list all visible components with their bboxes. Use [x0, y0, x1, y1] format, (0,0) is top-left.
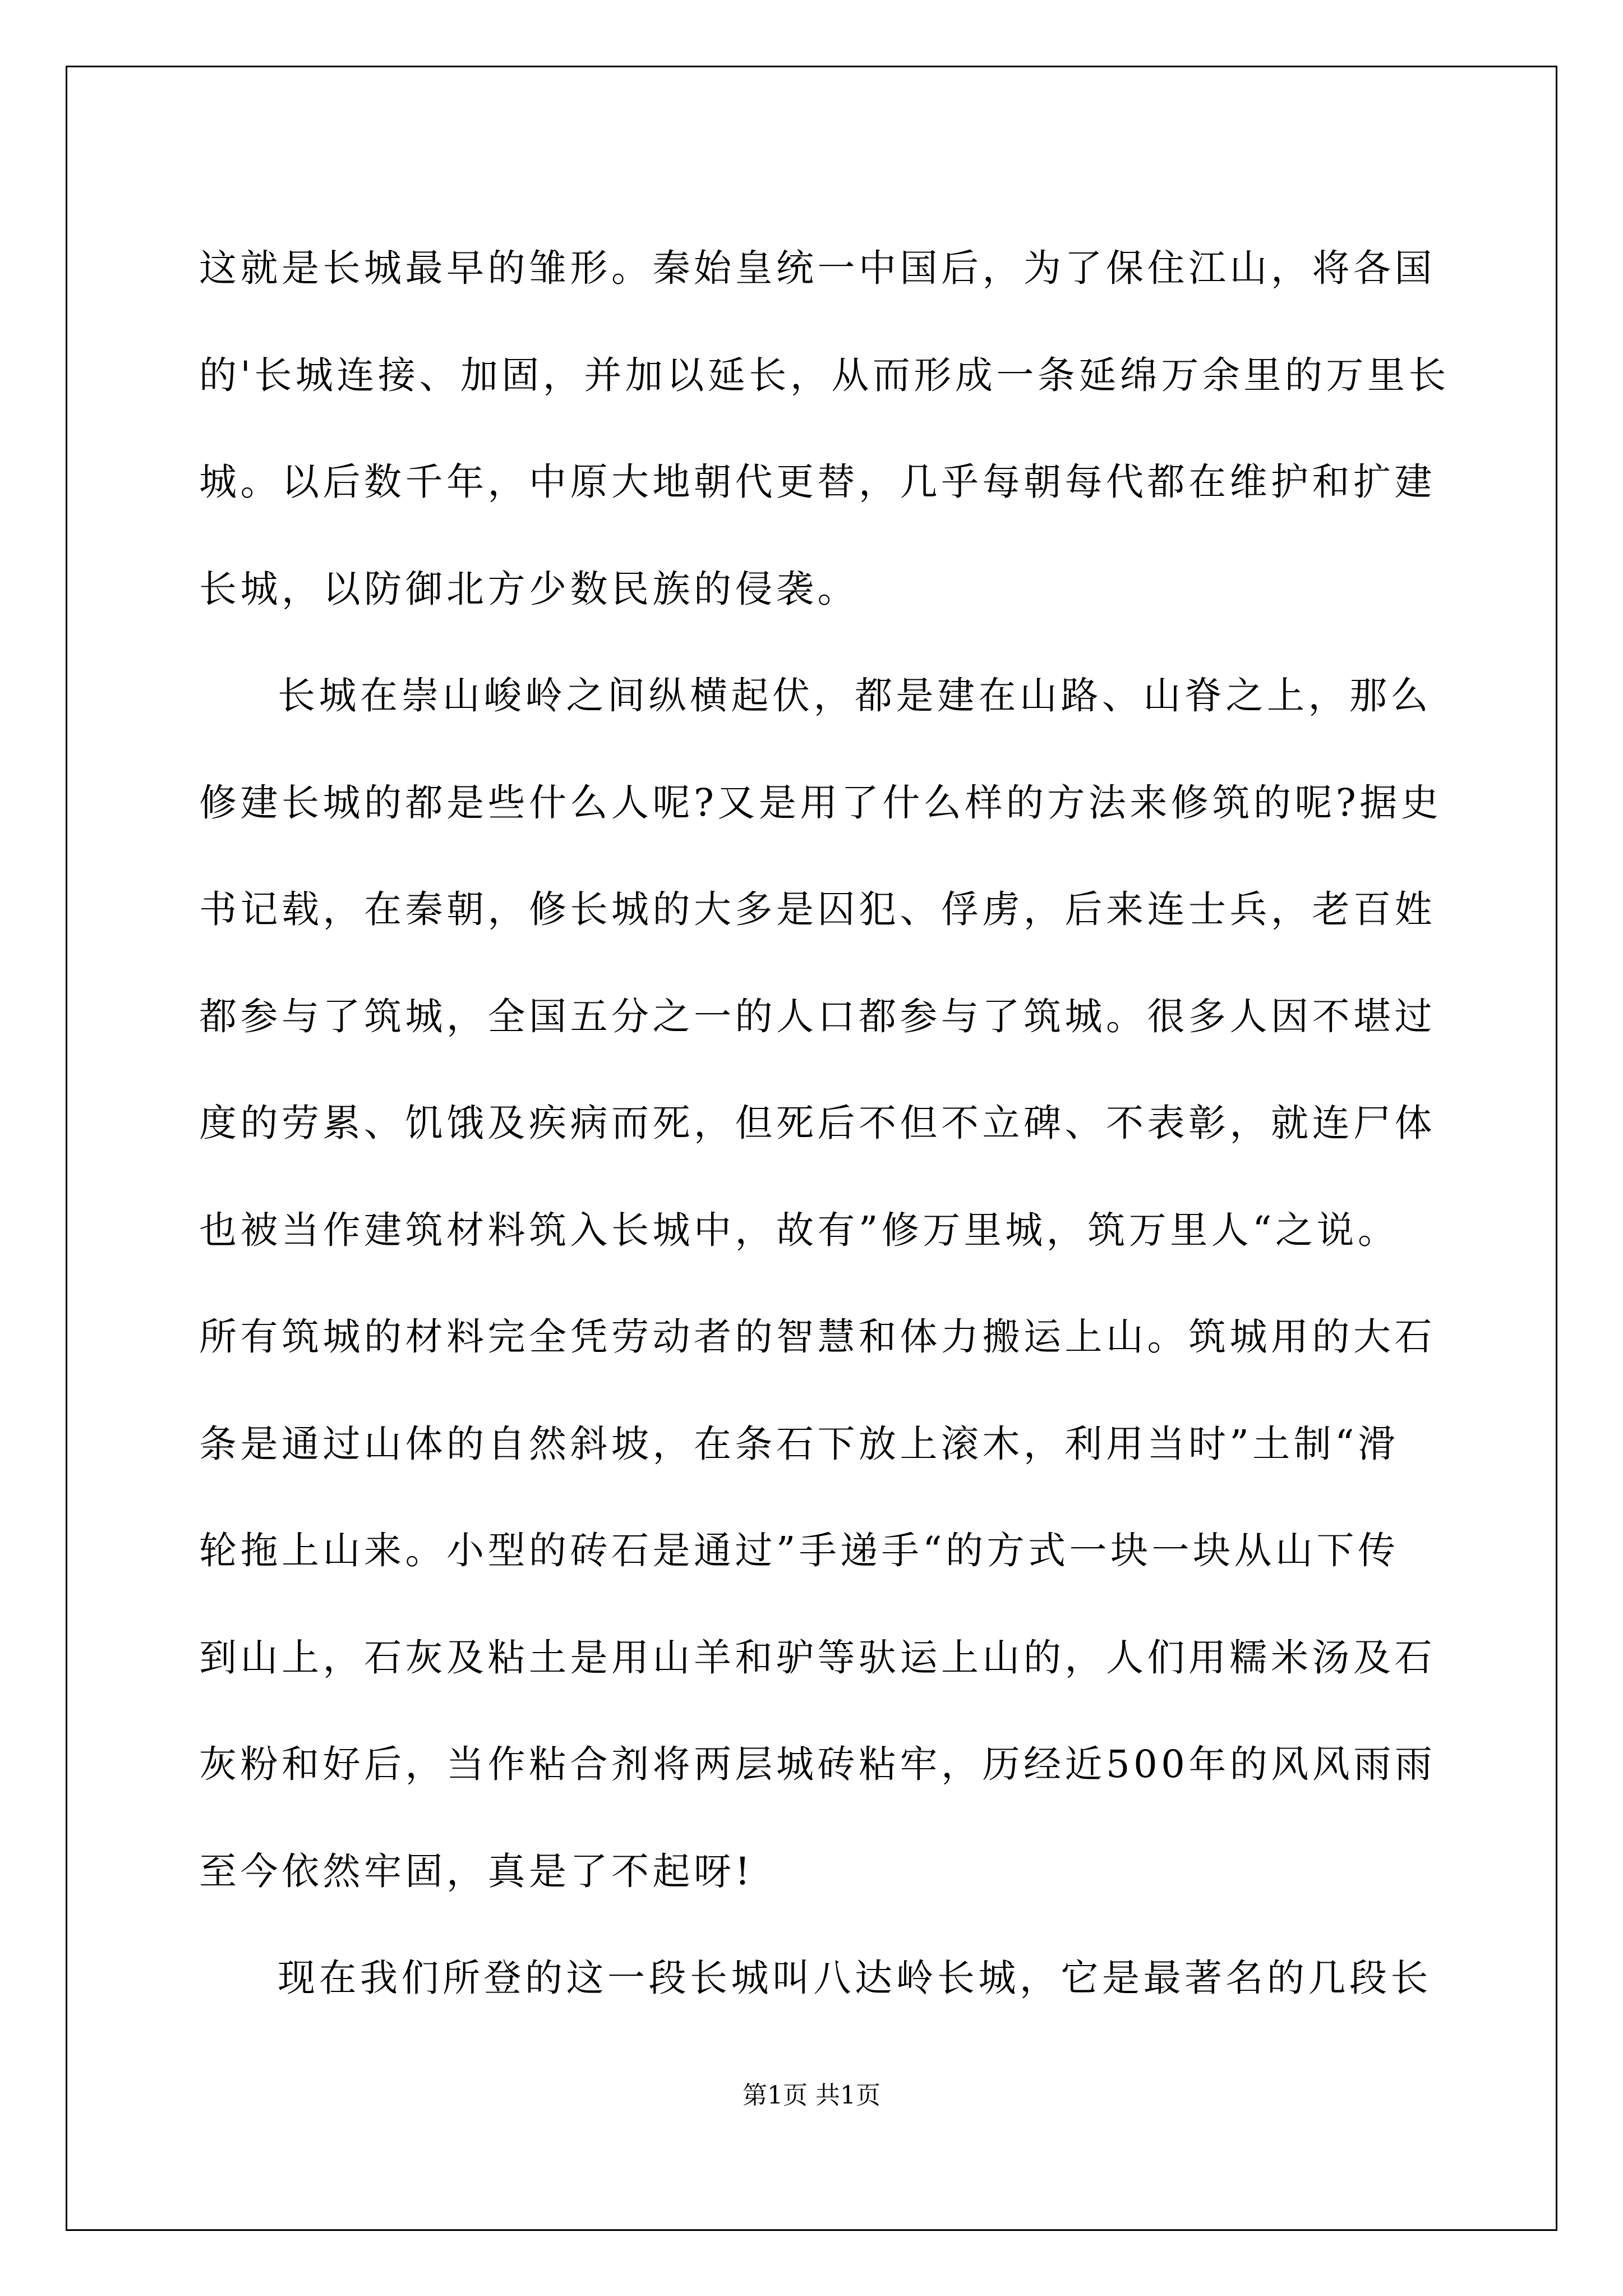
text-line: 修建长城的都是些什么人呢?又是用了什么样的方法来修筑的呢?据史 [199, 780, 1442, 825]
text-line: 长城，以防御北方少数民族的侵袭。 [199, 567, 859, 611]
text-line: 也被当作建筑材料筑入长城中，故有”修万里城，筑万里人“之说。 [199, 1208, 1399, 1252]
text-line: 书记载，在秦朝，修长城的大多是囚犯、俘虏，后来连士兵，老百姓 [199, 887, 1436, 931]
text-line: 轮拖上山来。小型的砖石是通过”手递手“的方式一块一块从山下传 [199, 1529, 1399, 1572]
text-line: 都参与了筑城，全国五分之一的人口都参与了筑城。很多人因不堪过 [199, 994, 1436, 1038]
text-line: 至今依然牢固，真是了不起呀! [199, 1849, 754, 1893]
text-line: 的'长城连接、加固，并加以延长，从而形成一条延绵万余里的万里长 [199, 353, 1450, 397]
text-line: 城。以后数千年，中原大地朝代更替，几乎每朝每代都在维护和扩建 [199, 460, 1436, 504]
text-line: 度的劳累、饥饿及疾病而死，但死后不但不立碑、不表彰，就连尸体 [199, 1101, 1436, 1145]
text-line: 到山上，石灰及粘土是用山羊和驴等驮运上山的，人们用糯米汤及石 [199, 1635, 1436, 1680]
page-footer [0, 2079, 1623, 2113]
text-line: 所有筑城的材料完全凭劳动者的智慧和体力搬运上山。筑城用的大石 [199, 1315, 1436, 1359]
document-body [199, 215, 1450, 2032]
paragraph-first-line: 长城在崇山峻岭之间纵横起伏，都是建在山路、山脊之上，那么 [278, 674, 1432, 717]
page-number: 第1页 共1页 [743, 2081, 880, 2110]
text-line: 这就是长城最早的雏形。秦始皇统一中国后，为了保住江山，将各国 [199, 246, 1436, 290]
text-line: 灰粉和好后，当作粘合剂将两层城砖粘牢，历经近500年的风风雨雨 [199, 1742, 1436, 1786]
paragraph-first-line: 现在我们所登的这一段长城叫八达岭长城，它是最著名的几段长 [278, 1956, 1432, 2000]
text-line: 条是通过山体的自然斜坡，在条石下放上滚木，利用当时”土制“滑 [199, 1421, 1399, 1466]
